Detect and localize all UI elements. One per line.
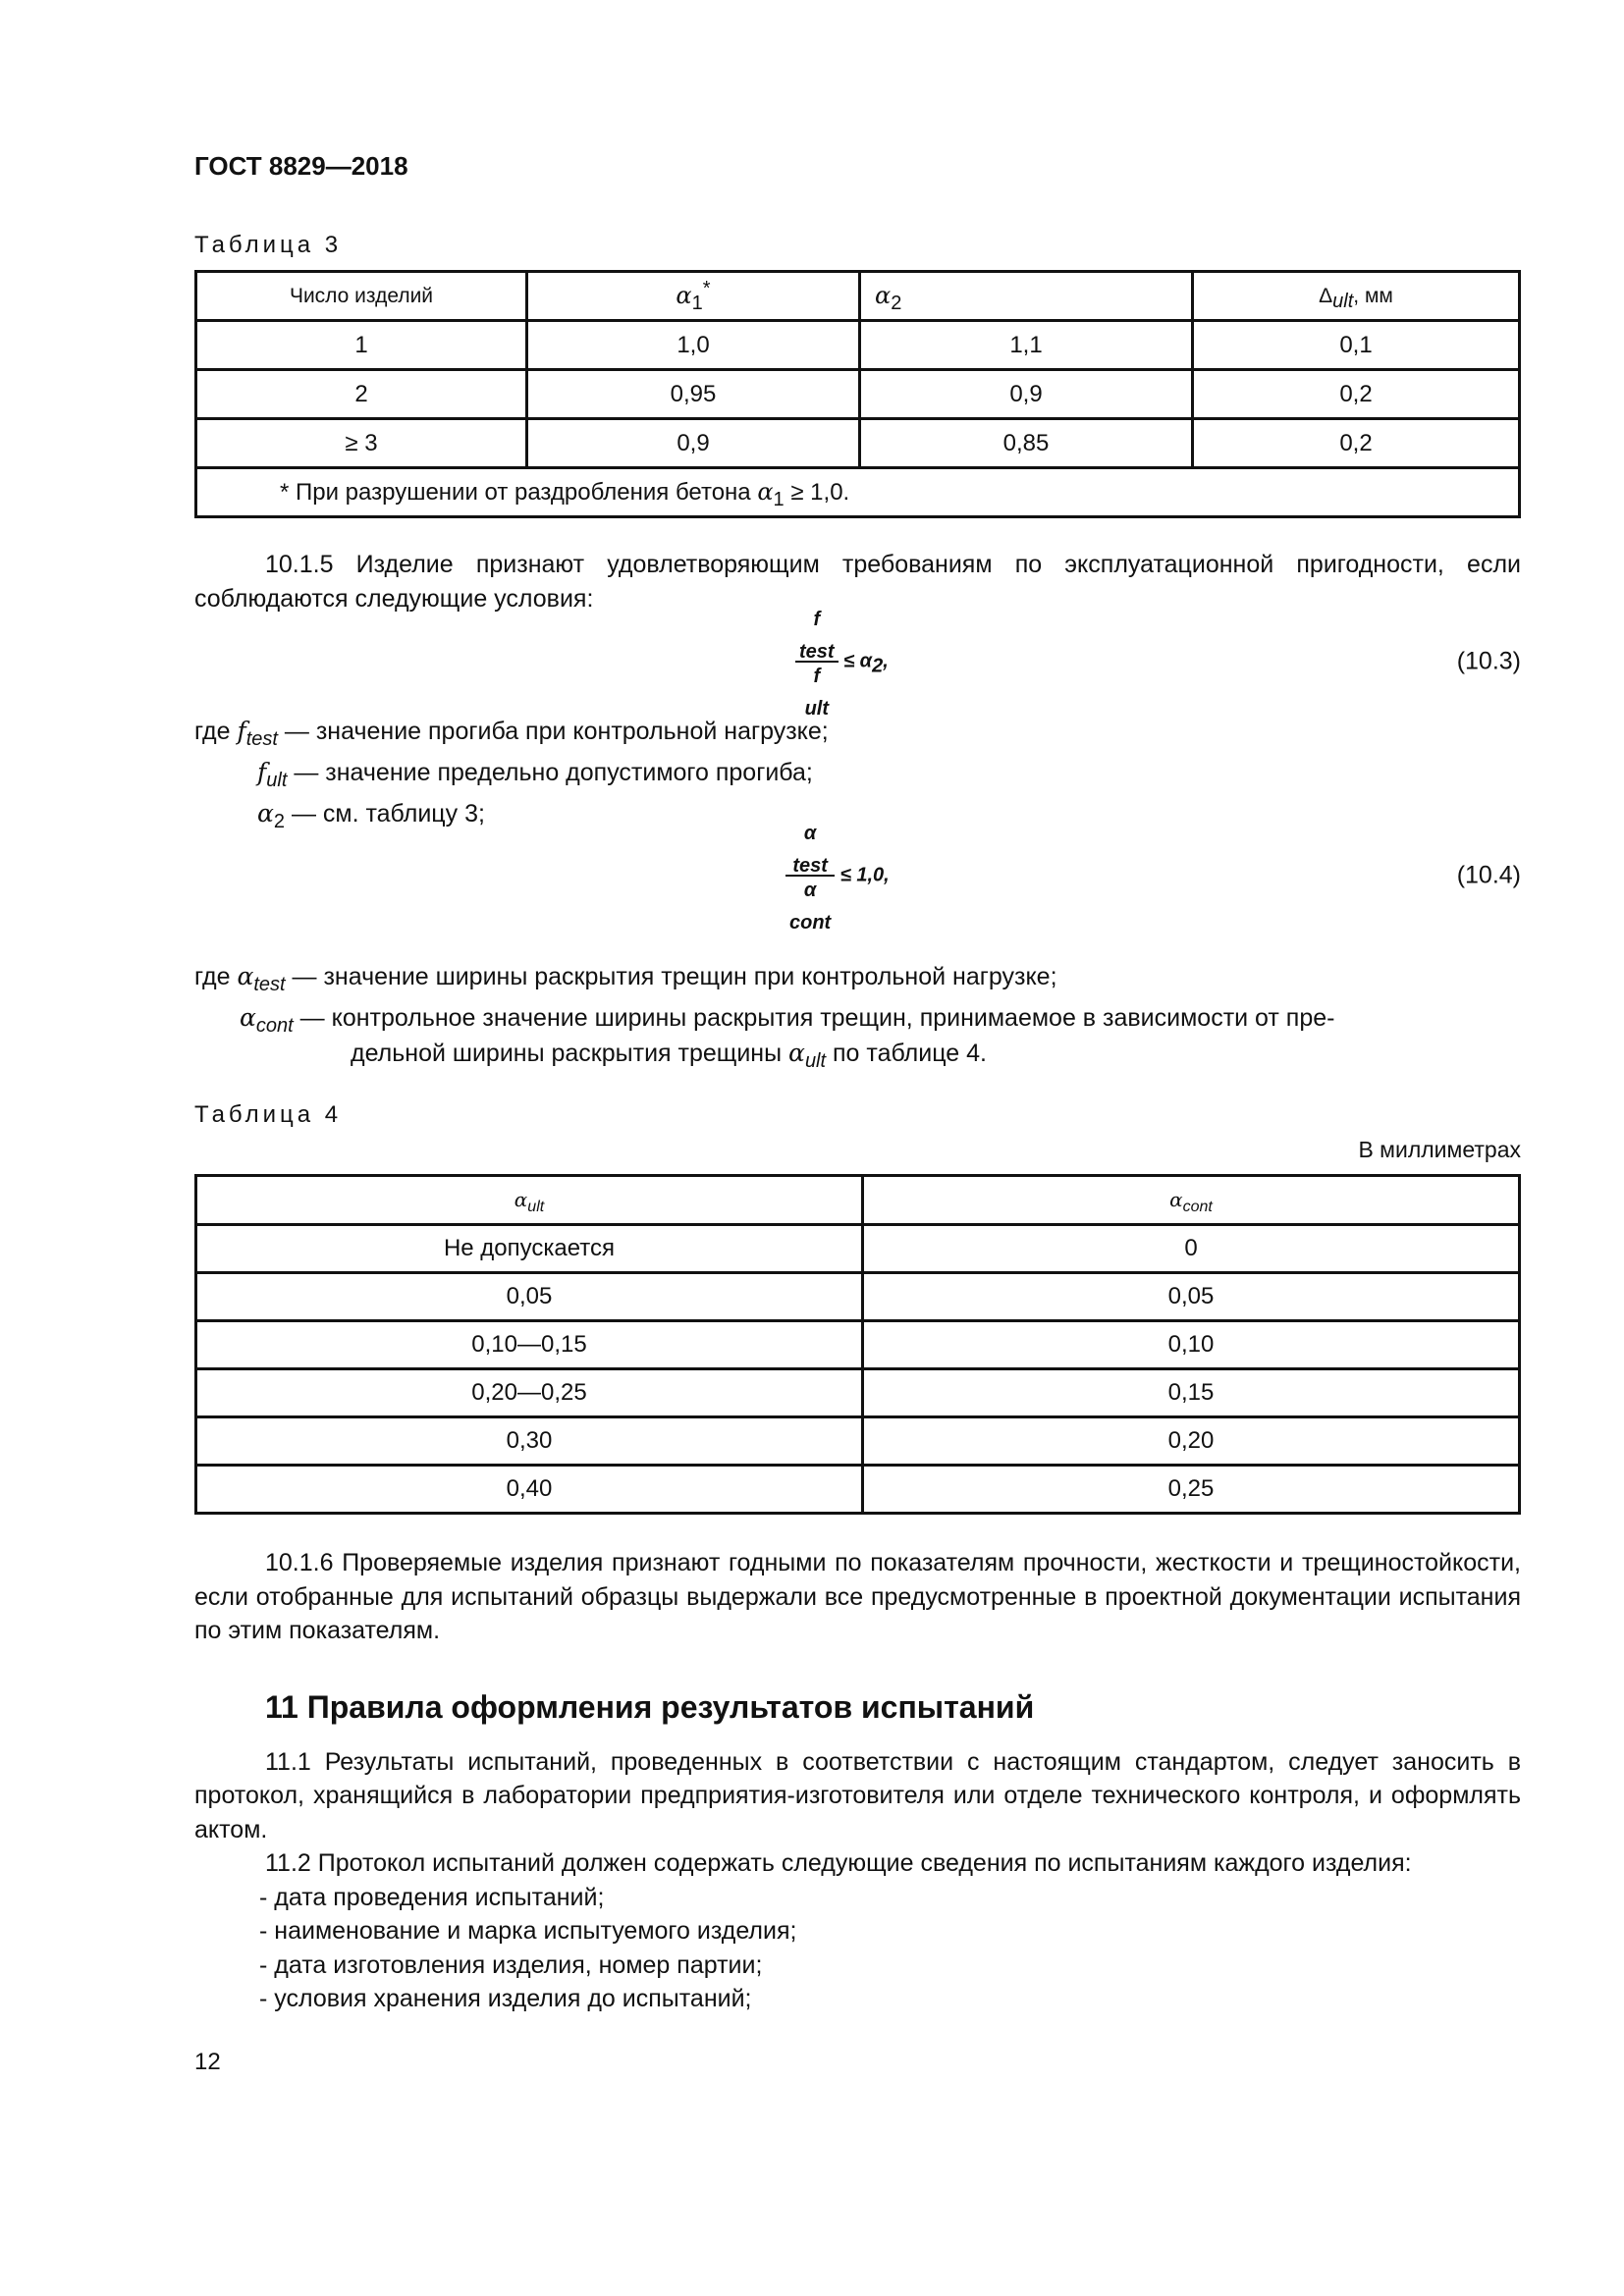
cell: 0,15 xyxy=(863,1369,1520,1417)
table-row xyxy=(196,1273,1520,1321)
cell: 0 xyxy=(863,1225,1520,1273)
equation-number: (10.4) xyxy=(1456,861,1521,889)
table-row xyxy=(196,321,1520,370)
definition-alpha-cont: $\alpha_{cont}$ — контрольное значение ширины раскрытия трещин, принимаемое в зависимости от пре- xyxy=(240,1003,1335,1037)
header-alpha1: $\alpha_1^*$ xyxy=(527,272,860,321)
table3-caption: Таблица 3 xyxy=(194,231,343,258)
footnote: * При разрушении от раздробления бетона $\alpha_1 \ge 1,0$. xyxy=(196,468,1520,517)
cell: 2 xyxy=(196,370,527,419)
cell: 1,1 xyxy=(860,321,1193,370)
table-row xyxy=(196,370,1520,419)
cell: 0,25 xyxy=(863,1466,1520,1514)
equation-number: (10.3) xyxy=(1456,647,1521,675)
list-item: - условия хранения изделия до испытаний; xyxy=(259,1985,752,2012)
paragraph-10-1-6: 10.1.6 Проверяемые изделия признают годными по показателям прочности, жесткости и трещиностойкости, если отобранные для испытаний образцы выдержали все предусмотренные в проектной документации испытания по этим показателям. xyxy=(194,1549,1521,1644)
table-row xyxy=(196,1369,1520,1417)
definition-alpha-test: где $\alpha_{test}$ — значение ширины раскрытия трещин при контрольной нагрузке; xyxy=(194,962,1057,995)
list-item: - дата проведения испытаний; xyxy=(259,1883,605,1911)
equation-10-3: f $_{test}$ f $_{ult}$ ≤ $\alpha_2$, xyxy=(795,606,889,718)
definition-f-test: где $f_{test}$ — значение прогиба при контрольной нагрузке; xyxy=(194,717,829,750)
paragraph-11-2: 11.2 Протокол испытаний должен содержать следующие сведения по испытаниям каждого изделия: xyxy=(265,1849,1412,1877)
cell: ≥ 3 xyxy=(196,419,527,468)
cell: 0,10—0,15 xyxy=(196,1321,863,1369)
cell: 1,0 xyxy=(527,321,860,370)
paragraph-10-1-5: 10.1.5 Изделие признают удовлетворяющим требованиям по эксплуатационной пригодности, если соблюдаются следующие условия: xyxy=(194,551,1521,613)
table-footnote-row xyxy=(196,468,1520,517)
table-row xyxy=(196,1417,1520,1466)
cell: 0,85 xyxy=(860,419,1193,468)
definition-alpha-cont-cont: дельной ширины раскрытия трещины $\alpha_{ult}$ по таблице 4. xyxy=(351,1039,987,1072)
page xyxy=(194,0,1521,2138)
section-heading: 11 Правила оформления результатов испытаний xyxy=(265,1688,1035,1725)
cell: 0,20—0,25 xyxy=(196,1369,863,1417)
table-row xyxy=(196,1466,1520,1514)
table-row xyxy=(196,1225,1520,1273)
cell: 0,9 xyxy=(527,419,860,468)
header-count: Число изделий xyxy=(196,272,527,321)
definition-f-ult: $f_{ult}$ — значение предельно допустимого прогиба; xyxy=(257,758,813,791)
table-row xyxy=(196,1321,1520,1369)
table-row xyxy=(196,419,1520,468)
table-3 xyxy=(194,270,1521,518)
definition-alpha2: $\alpha_2$ — см. таблицу 3; xyxy=(257,799,485,832)
cell: 1 xyxy=(196,321,527,370)
table4-caption: Таблица 4 xyxy=(194,1101,343,1128)
paragraph-11-1: 11.1 Результаты испытаний, проведенных в соответствии с настоящим стандартом, следует заносить в протокол, хранящийся в лаборатории предприятия-изготовителя или отделе технического контроля, и оформлять актом. xyxy=(194,1747,1521,1843)
list-item: - дата изготовления изделия, номер партии; xyxy=(259,1950,763,1979)
header-delta-ult: $\Delta_{ult}$, мм xyxy=(1193,272,1520,321)
header-alpha-cont: $\alpha_{cont}$ xyxy=(863,1176,1520,1225)
document-header: ГОСТ 8829—2018 xyxy=(194,151,408,181)
cell: 0,05 xyxy=(196,1273,863,1321)
cell: 0,30 xyxy=(196,1417,863,1466)
equation-10-4-row xyxy=(194,823,1521,934)
page-number: 12 xyxy=(194,2048,221,2075)
cell: 0,40 xyxy=(196,1466,863,1514)
list-item: - наименование и марка испытуемого изделия; xyxy=(259,1917,797,1945)
cell: Не допускается xyxy=(196,1225,863,1273)
cell: 0,10 xyxy=(863,1321,1520,1369)
equation-10-4: α $_{test}$ α $_{cont}$ ≤ 1,0, xyxy=(785,820,890,932)
cell: 0,95 xyxy=(527,370,860,419)
table-4 xyxy=(194,1174,1521,1515)
header-alpha-ult: $\alpha_{ult}$ xyxy=(196,1176,863,1225)
header-alpha2: $\alpha_2$ xyxy=(860,272,1193,321)
cell: 0,20 xyxy=(863,1417,1520,1466)
cell: 0,2 xyxy=(1193,419,1520,468)
equation-10-3-row xyxy=(194,609,1521,720)
cell: 0,9 xyxy=(860,370,1193,419)
table4-units: В миллиметрах xyxy=(1358,1136,1521,1162)
cell: 0,1 xyxy=(1193,321,1520,370)
cell: 0,2 xyxy=(1193,370,1520,419)
table-header-row xyxy=(196,1176,1520,1225)
table-header-row xyxy=(196,272,1520,321)
cell: 0,05 xyxy=(863,1273,1520,1321)
